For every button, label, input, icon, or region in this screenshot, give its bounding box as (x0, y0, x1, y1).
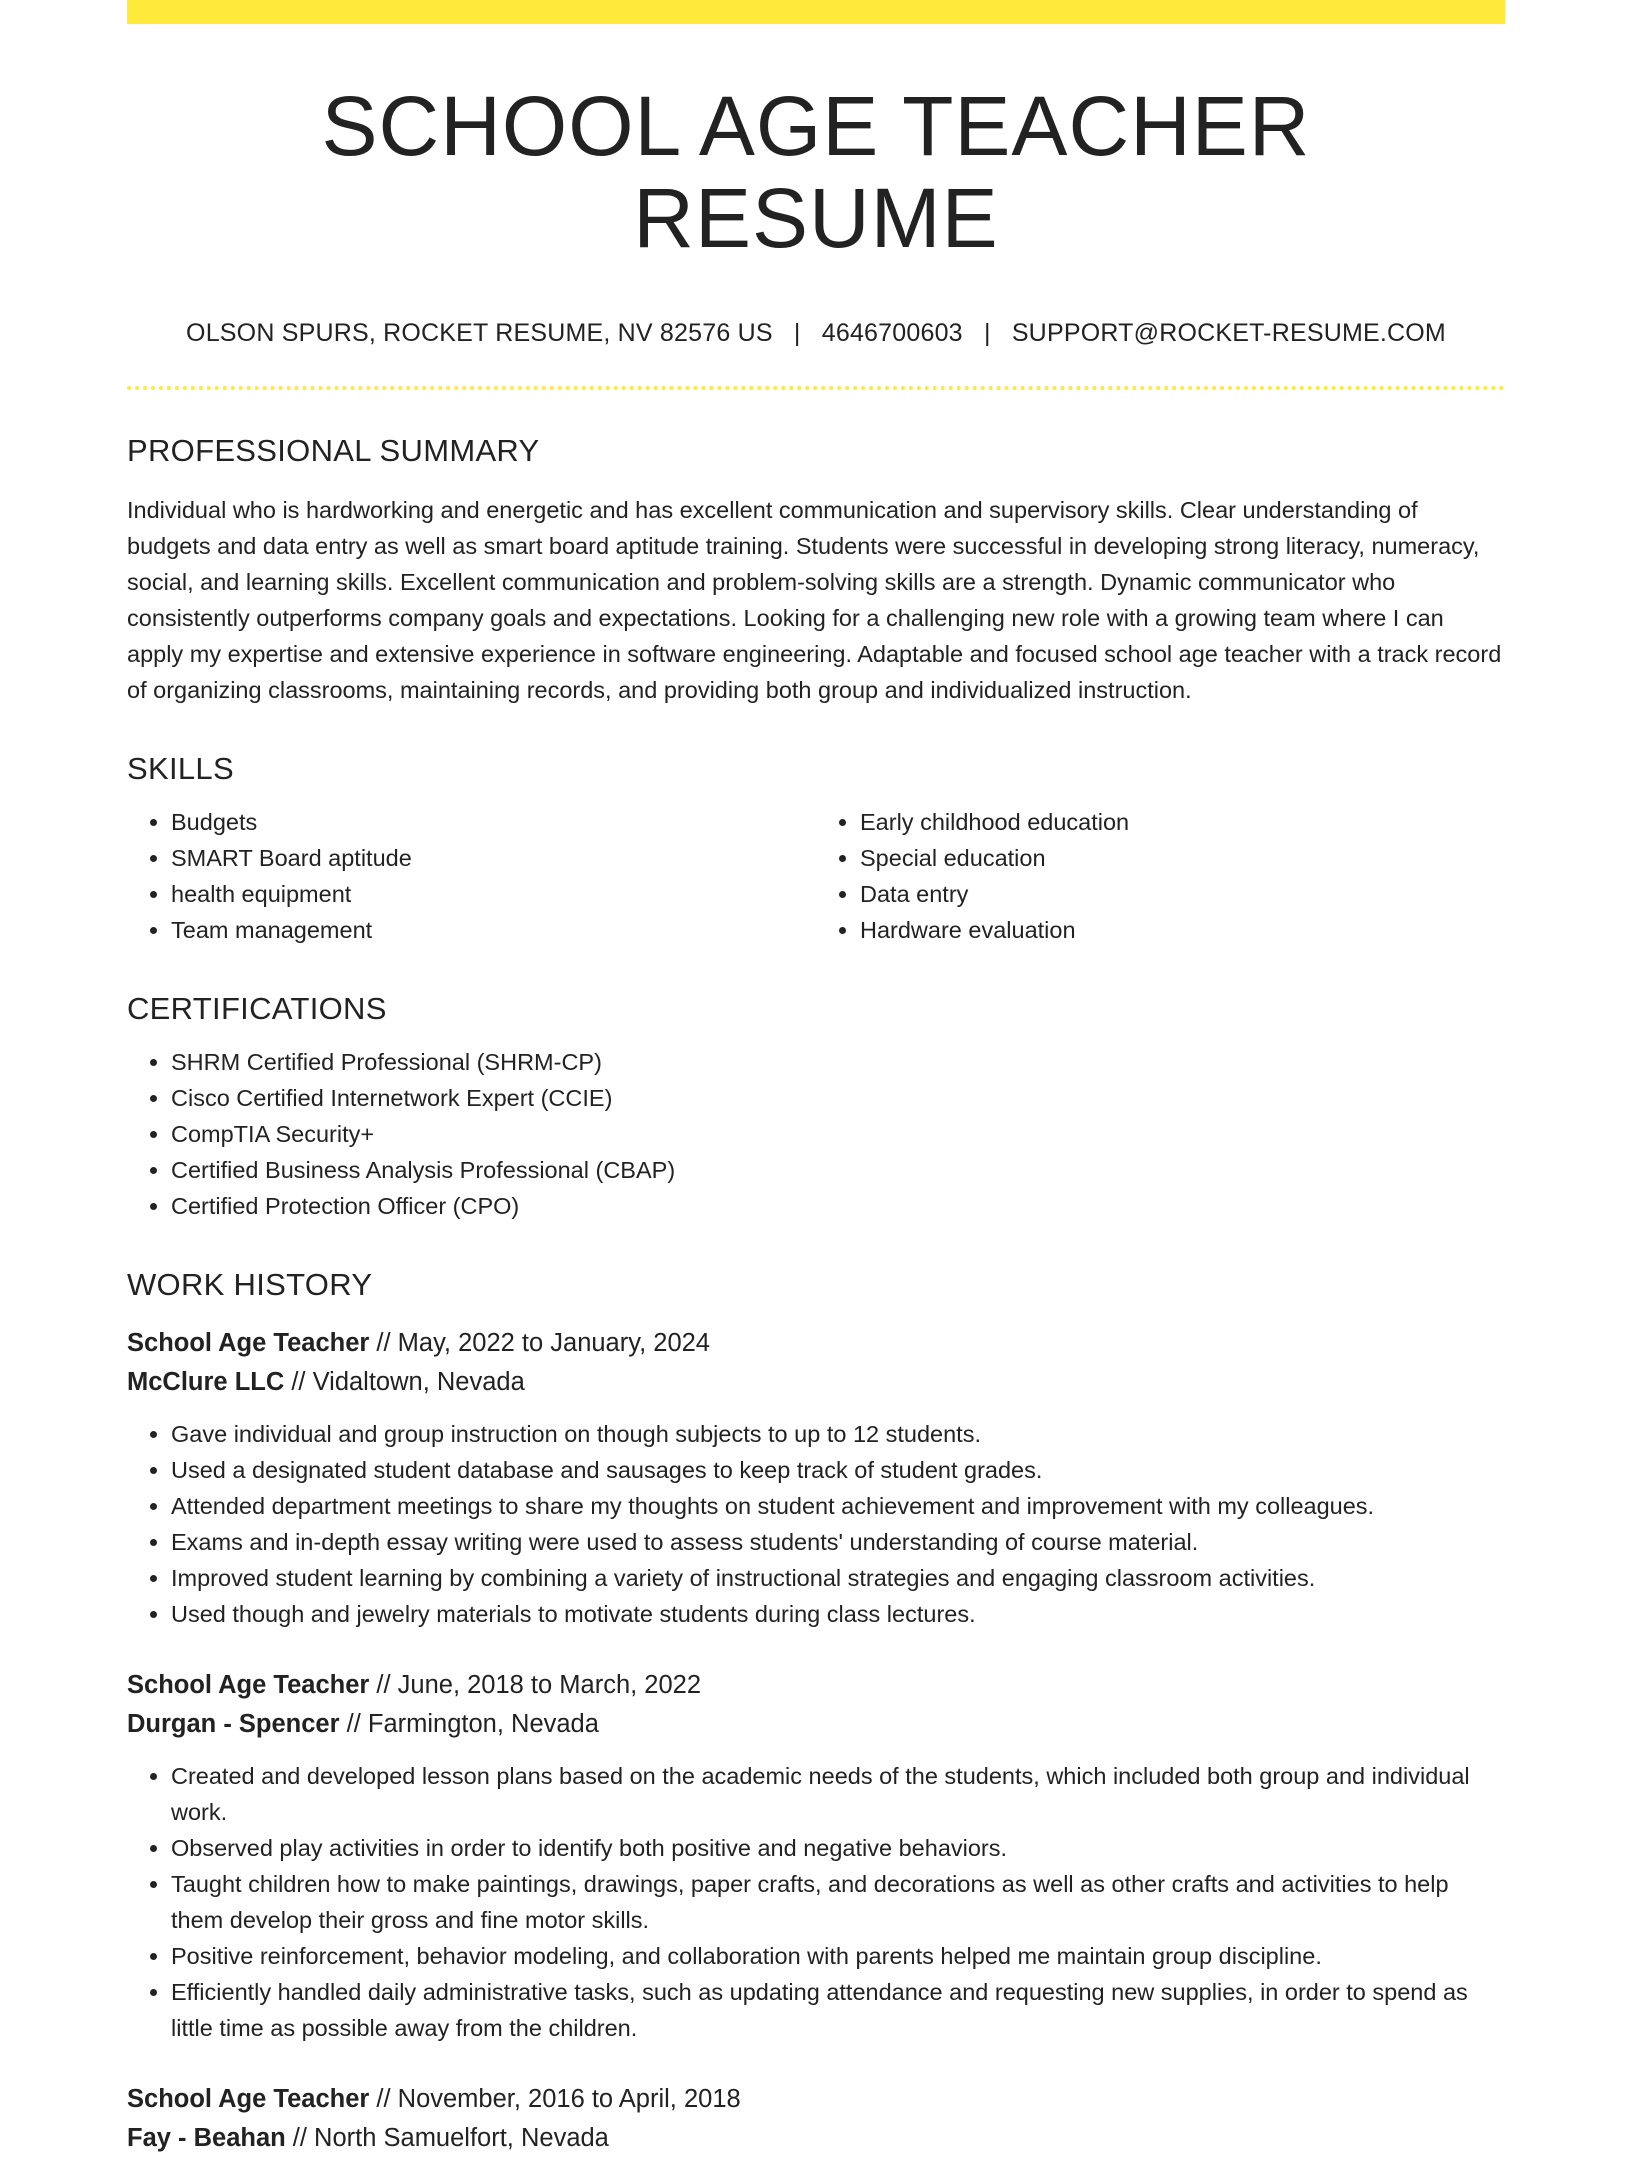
job-location: // Vidaltown, Nevada (284, 1368, 525, 1397)
job-bullet: • Used though and jewelry materials to motivate students during class lectures. (171, 1596, 1505, 1632)
job-company: Fay - Beahan (127, 2124, 286, 2153)
job-bullet: • Improved student learning by combining a variety of instructional strategies and engaging classroom activities. (171, 1560, 1505, 1596)
certification-item: • Certified Business Analysis Professional (CBAP) (171, 1152, 1505, 1188)
certification-item: • SHRM Certified Professional (SHRM-CP) (171, 1044, 1505, 1080)
job-bullet: • Gave individual and group instruction on though subjects to up to 12 students. (171, 1416, 1505, 1452)
certification-item: • Cisco Certified Internetwork Expert (CCIE) (171, 1080, 1505, 1116)
job-bullet: • Created and developed lesson plans based on the academic needs of the students, which included both group and individual work. (171, 1758, 1505, 1830)
contact-separator: | (793, 318, 801, 347)
job-company: Durgan - Spencer (127, 1710, 340, 1739)
job-title: School Age Teacher (127, 2085, 370, 2114)
contact-phone: 4646700603 (821, 318, 963, 347)
job-bullet: • Taught children how to make paintings, drawings, paper crafts, and decorations as well as other crafts and activities to help them develop their gross and fine motor skills. (171, 1866, 1505, 1938)
skill-item: • Data entry (860, 876, 1505, 912)
job-bullet: • Exams and in-depth essay writing were used to assess students' understanding of course material. (171, 1524, 1505, 1560)
job-entry (127, 1666, 1505, 2046)
job-bullets (127, 1758, 1505, 2046)
job-location: // North Samuelfort, Nevada (285, 2124, 609, 2153)
job-bullet: • Used a designated student database and sausages to keep track of student grades. (171, 1452, 1505, 1488)
certifications-heading: CERTIFICATIONS (127, 990, 387, 1026)
resume-title: SCHOOL AGE TEACHER RESUME (321, 79, 1311, 266)
certifications-list (127, 1044, 1505, 1224)
certification-item: • Certified Protection Officer (CPO) (171, 1188, 1505, 1224)
contact-email: SUPPORT@ROCKET-RESUME.COM (1011, 318, 1446, 347)
summary-heading: PROFESSIONAL SUMMARY (127, 432, 540, 468)
work-history-heading: WORK HISTORY (127, 1267, 373, 1303)
job-title-line (127, 2080, 1505, 2119)
job-dates: // November, 2016 to April, 2018 (369, 2085, 741, 2114)
certification-item: • CompTIA Security+ (171, 1116, 1505, 1152)
job-company-line (127, 2119, 1505, 2158)
resume-page (127, 0, 1505, 2158)
job-bullet: • Efficiently handled daily administrative tasks, such as updating attendance and requesting new supplies, in order to spend as little time as possible away from the children. (171, 1974, 1505, 2046)
job-title-line (127, 1324, 1505, 1363)
job-company-line (127, 1363, 1505, 1402)
skill-item: • SMART Board aptitude (171, 840, 816, 876)
skill-item: • health equipment (171, 876, 816, 912)
skill-item: • Hardware evaluation (860, 912, 1505, 948)
dotted-divider (127, 386, 1505, 390)
job-dates: // June, 2018 to March, 2022 (369, 1671, 702, 1700)
summary-text: Individual who is hardworking and energetic and has excellent communication and supervisory skills. Clear understanding of budgets and data entry as well as smart board aptitude training. Students were successful in developing strong literacy, numeracy, social, and learning skills. Excellent communication and problem-solving skills are a strength. Dynamic communicator who consistently outperforms company goals and expectations. Looking for a challenging new role with a growing team where I can apply my expertise and extensive experience in software engineering. Adaptable and focused school age teacher with a track record of organizing classrooms, maintaining records, and providing both group and individualized instruction. (127, 496, 1502, 703)
skill-item: • Team management (171, 912, 816, 948)
job-dates: // May, 2022 to January, 2024 (369, 1329, 710, 1358)
contact-separator: | (983, 318, 991, 347)
job-bullet: • Attended department meetings to share my thoughts on student achievement and improvement with my colleagues. (171, 1488, 1505, 1524)
skills-column-right (816, 804, 1505, 948)
skills-column-left (127, 804, 816, 948)
job-location: // Farmington, Nevada (339, 1710, 599, 1739)
job-company: McClure LLC (127, 1368, 285, 1397)
skills-heading: SKILLS (127, 750, 234, 786)
job-bullet: • Positive reinforcement, behavior modeling, and collaboration with parents helped me maintain group discipline. (171, 1938, 1505, 1974)
job-bullets (127, 1416, 1505, 1632)
job-bullet: • Observed play activities in order to identify both positive and negative behaviors. (171, 1830, 1505, 1866)
job-entry (127, 2080, 1505, 2158)
job-company-line (127, 1705, 1505, 1744)
skill-item: • Special education (860, 840, 1505, 876)
job-title: School Age Teacher (127, 1329, 370, 1358)
skill-item: • Budgets (171, 804, 816, 840)
contact-line (127, 319, 1505, 348)
job-entry (127, 1324, 1505, 1632)
job-title: School Age Teacher (127, 1671, 370, 1700)
contact-address: OLSON SPURS, ROCKET RESUME, NV 82576 US (186, 318, 773, 347)
skills-list (127, 804, 1505, 948)
job-title-line (127, 1666, 1505, 1705)
accent-bar (127, 0, 1505, 24)
skill-item: • Early childhood education (860, 804, 1505, 840)
